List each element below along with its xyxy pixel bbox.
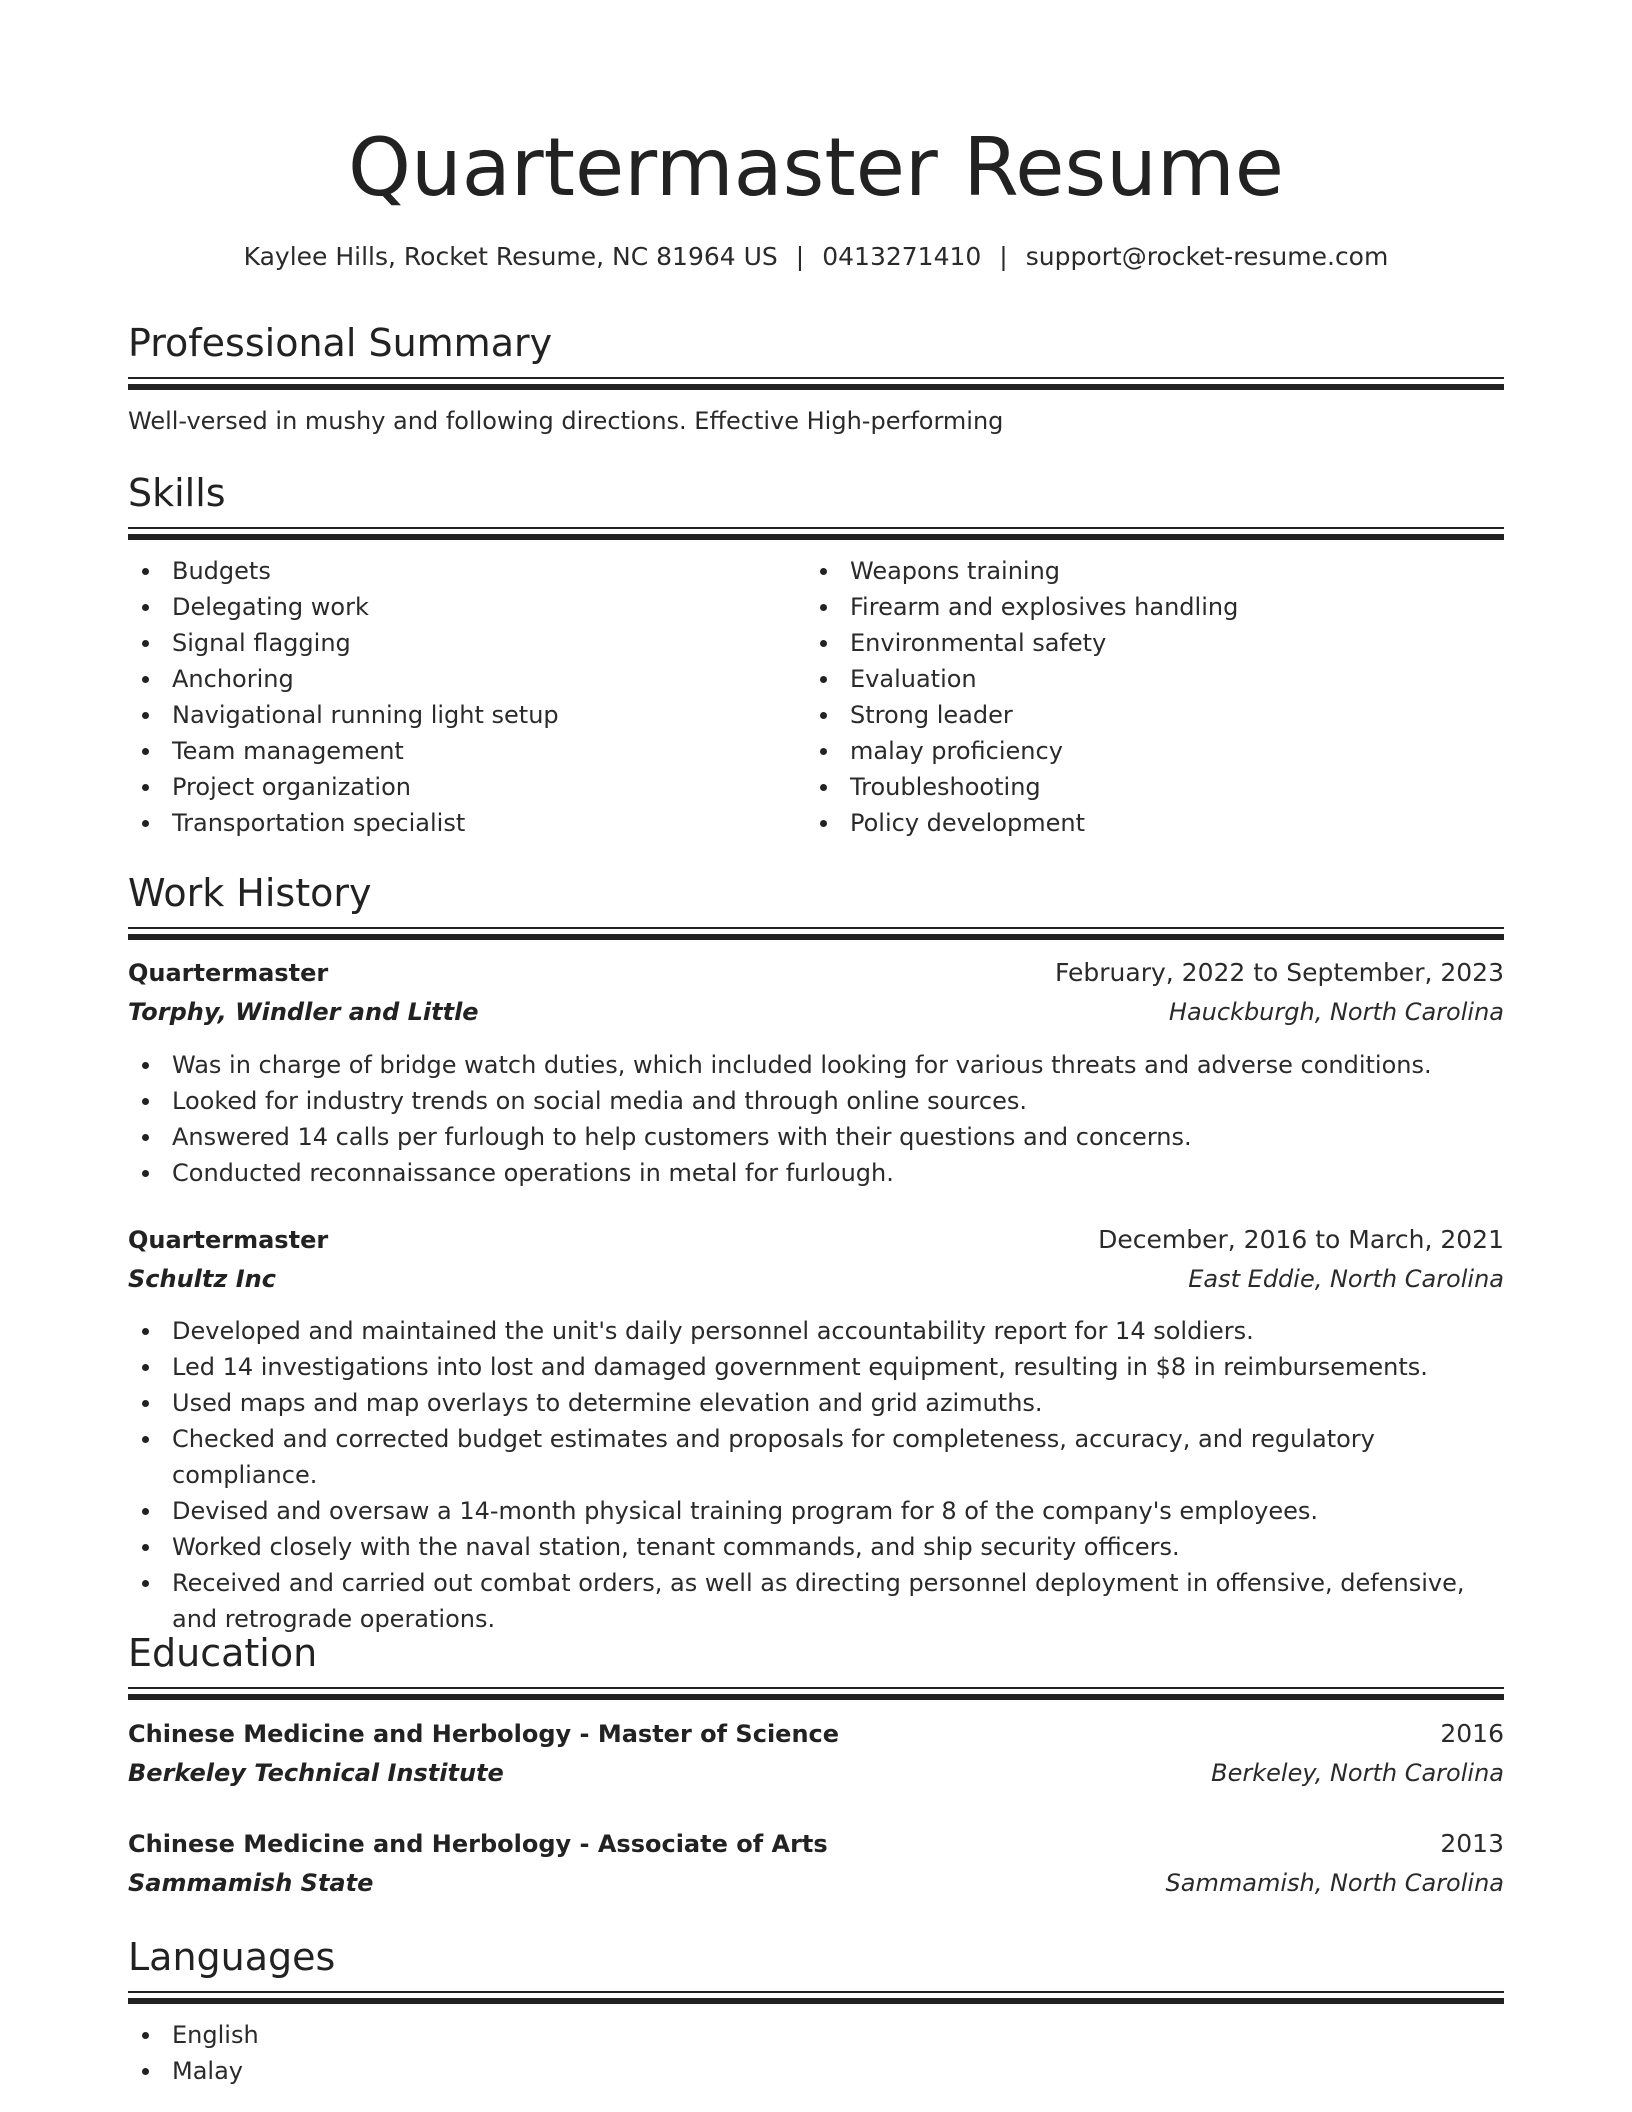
- job-header: [128, 1222, 1504, 1258]
- education-degree: Chinese Medicine and Herbology - Associate of Arts: [128, 1830, 828, 1858]
- language-item: Malay: [128, 2053, 1504, 2089]
- job-dates: December, 2016 to March, 2021: [1098, 1225, 1504, 1254]
- skill-item: Anchoring: [128, 661, 804, 697]
- job-duty: Devised and oversaw a 14-month physical training program for 8 of the company's employees.: [128, 1493, 1504, 1529]
- skill-item: Transportation specialist: [128, 805, 804, 841]
- job-dates: February, 2022 to September, 2023: [1055, 958, 1504, 987]
- contact-email: support@rocket-resume.com: [1025, 242, 1389, 271]
- section-heading-education: Education: [128, 1631, 318, 1675]
- education-school: Sammamish State: [128, 1869, 374, 1897]
- job-duty: Conducted reconnaissance operations in metal for furlough.: [128, 1155, 1504, 1191]
- skill-item: Weapons training: [806, 553, 1504, 589]
- skills-section: [128, 470, 1504, 516]
- contact-address: Kaylee Hills, Rocket Resume, NC 81964 US: [243, 242, 778, 271]
- education-degree: Chinese Medicine and Herbology - Master of Science: [128, 1720, 840, 1748]
- job-duty: Looked for industry trends on social media and through online sources.: [128, 1083, 1504, 1119]
- contact-separator: |: [795, 242, 805, 271]
- education-section: [128, 1630, 1504, 1676]
- job-subheader: [128, 994, 1504, 1030]
- section-rule-thick: [128, 534, 1504, 540]
- job-location: Hauckburgh, North Carolina: [1168, 998, 1504, 1026]
- job-duty: Received and carried out combat orders, as well as directing personnel deployment in offensive, defensive, and retrograde operations.: [128, 1565, 1504, 1637]
- job-location: East Eddie, North Carolina: [1188, 1265, 1504, 1293]
- education-subheader: [128, 1755, 1504, 1791]
- skill-item: Policy development: [806, 805, 1504, 841]
- job-duty: Worked closely with the naval station, tenant commands, and ship security officers.: [128, 1529, 1504, 1565]
- job-duty: Checked and corrected budget estimates and proposals for completeness, accuracy, and regulatory compliance.: [128, 1421, 1504, 1493]
- languages-list: [128, 2017, 1504, 2089]
- job-duty: Answered 14 calls per furlough to help customers with their questions and concerns.: [128, 1119, 1504, 1155]
- contact-line: [128, 240, 1504, 274]
- education-header: [128, 1826, 1504, 1862]
- skills-list-left: [128, 553, 804, 841]
- skill-item: Environmental safety: [806, 625, 1504, 661]
- skill-item: Firearm and explosives handling: [806, 589, 1504, 625]
- language-item: English: [128, 2017, 1504, 2053]
- education-year: 2013: [1440, 1829, 1504, 1858]
- section-heading-work: Work History: [128, 871, 372, 915]
- skill-item: Signal flagging: [128, 625, 804, 661]
- section-heading-languages: Languages: [128, 1935, 336, 1979]
- education-school: Berkeley Technical Institute: [128, 1759, 504, 1787]
- section-rule-thick: [128, 1998, 1504, 2004]
- job-company: Torphy, Windler and Little: [128, 998, 479, 1026]
- education-subheader: [128, 1865, 1504, 1901]
- skill-item: Budgets: [128, 553, 804, 589]
- education-year: 2016: [1440, 1719, 1504, 1748]
- section-heading-summary: Professional Summary: [128, 321, 553, 365]
- job-subheader: [128, 1261, 1504, 1297]
- summary-section: [128, 320, 1504, 366]
- job-duty: Used maps and map overlays to determine elevation and grid azimuths.: [128, 1385, 1504, 1421]
- skill-item: Evaluation: [806, 661, 1504, 697]
- education-header: [128, 1716, 1504, 1752]
- contact-phone: 0413271410: [822, 242, 982, 271]
- job-duty: Led 14 investigations into lost and damaged government equipment, resulting in $8 in reimbursements.: [128, 1349, 1504, 1385]
- work-section: [128, 870, 1504, 916]
- job-title: Quartermaster: [128, 959, 329, 987]
- job-duty: Was in charge of bridge watch duties, which included looking for various threats and adverse conditions.: [128, 1047, 1504, 1083]
- languages-section: [128, 1934, 1504, 1980]
- section-rule-thin: [128, 377, 1504, 379]
- contact-separator: |: [999, 242, 1008, 271]
- skill-item: Troubleshooting: [806, 769, 1504, 805]
- skill-item: Project organization: [128, 769, 804, 805]
- skill-item: Strong leader: [806, 697, 1504, 733]
- skill-item: malay proficiency: [806, 733, 1504, 769]
- section-rule-thin: [128, 927, 1504, 929]
- section-heading-skills: Skills: [128, 471, 226, 515]
- skill-item: Team management: [128, 733, 804, 769]
- section-rule-thick: [128, 1694, 1504, 1700]
- section-rule-thin: [128, 527, 1504, 529]
- section-rule-thin: [128, 1991, 1504, 1993]
- education-location: Sammamish, North Carolina: [1165, 1869, 1504, 1897]
- job-duties: [128, 1313, 1504, 1637]
- job-header: [128, 955, 1504, 991]
- job-duties: [128, 1047, 1504, 1191]
- education-location: Berkeley, North Carolina: [1211, 1759, 1504, 1787]
- skill-item: Navigational running light setup: [128, 697, 804, 733]
- section-rule-thin: [128, 1687, 1504, 1689]
- job-company: Schultz Inc: [128, 1265, 276, 1293]
- skills-list-right: [806, 553, 1504, 841]
- section-rule-thick: [128, 934, 1504, 940]
- section-rule-thick: [128, 384, 1504, 390]
- skill-item: Delegating work: [128, 589, 804, 625]
- page-title: Quartermaster Resume: [348, 121, 1284, 214]
- job-duty: Developed and maintained the unit's daily personnel accountability report for 14 soldiers.: [128, 1313, 1504, 1349]
- job-title: Quartermaster: [128, 1226, 329, 1254]
- summary-text: Well-versed in mushy and following directions. Effective High-performing: [128, 407, 1004, 435]
